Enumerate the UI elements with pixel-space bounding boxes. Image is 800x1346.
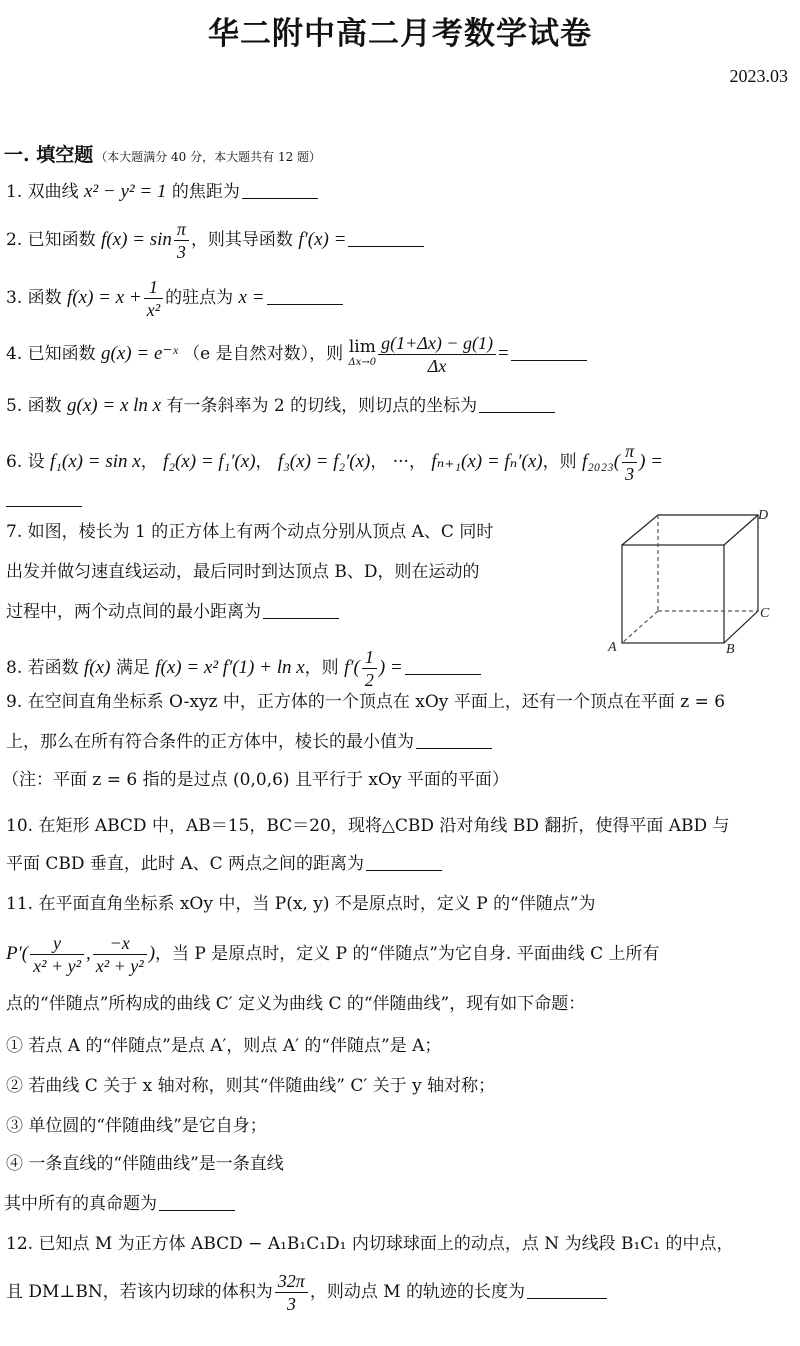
q6-math-6: ) = [639, 451, 663, 472]
q4-lim: lim [348, 336, 376, 357]
cube-figure [600, 505, 780, 665]
q8-math-4: ) = [378, 657, 403, 678]
q5-text: 5. 函数 [6, 396, 62, 416]
q11-num-2: −x [93, 932, 147, 955]
q3-math-rhs: x = [238, 287, 265, 308]
q8-text-mid: 满足 [115, 658, 150, 678]
answer-blank-12[interactable] [527, 1280, 607, 1299]
q10-text: 平面 CBD 垂直，此时 A、C 两点之间的距离为 [6, 854, 365, 874]
answer-blank-3[interactable] [267, 286, 343, 305]
q11-num-1: y [30, 932, 84, 955]
q3-num: 1 [144, 276, 163, 299]
answer-blank-1[interactable] [242, 180, 318, 199]
answer-blank-11[interactable] [159, 1192, 235, 1211]
question-3 [6, 276, 343, 321]
answer-blank-9[interactable] [416, 730, 492, 749]
question-4 [6, 332, 587, 377]
q11-p: P′( [6, 943, 29, 964]
answer-blank-6[interactable] [6, 488, 82, 507]
question-11-statement-1: ① 若点 A 的“伴随点”是点 A′，则点 A′ 的“伴随点”是 A； [6, 1036, 442, 1056]
q12-text-post: ，则动点 M 的轨迹的长度为 [309, 1282, 526, 1302]
label-c: C [760, 606, 770, 621]
question-9-line-1: 9. 在空间直角坐标系 O-xyz 中，正方体的一个顶点在 xOy 平面上，还有一个顶点在平面 z = 6 [6, 692, 726, 712]
section-title: 一. 填空题 [4, 144, 94, 166]
question-8 [6, 646, 481, 691]
question-6-blank-line [4, 488, 82, 512]
q6-fraction [622, 440, 637, 485]
section-note: （本大题满分 40 分，本大题共有 12 题） [95, 150, 322, 164]
q12-den: 3 [286, 1294, 296, 1314]
q4-num: g(1+Δx) − g(1) [378, 332, 496, 355]
label-b: B [726, 642, 735, 657]
q6-math-2: f₂(x) = f₁′(x) [163, 451, 256, 472]
question-10-line-1: 10. 在矩形 ABCD 中，AB＝15，BC＝20，现将△CBD 沿对角线 BD 翻折，使得平面 ABD 与 [6, 816, 730, 836]
q6-num: π [622, 440, 637, 463]
q2-den: 3 [176, 242, 186, 262]
q8-math-3: f′( [344, 657, 360, 678]
q2-math-rhs: f′(x) = [298, 229, 347, 250]
question-11-line-3: 点的“伴随点”所构成的曲线 C′ 定义为曲线 C 的“伴随曲线”，现有如下命题： [6, 994, 586, 1014]
exam-date: 2023.03 [729, 66, 788, 86]
question-7-line-3 [6, 600, 339, 624]
question-2 [6, 218, 424, 263]
q7-text: 过程中，两个动点间的最小距离为 [6, 602, 261, 622]
exam-title: 华二附中高二月考数学试卷 [208, 16, 592, 52]
q11-fraction-1 [30, 932, 84, 977]
q3-text: 3. 函数 [6, 288, 62, 308]
q4-den: Δx [427, 356, 447, 376]
question-12-line-2 [6, 1270, 607, 1315]
answer-blank-4[interactable] [511, 342, 587, 361]
q6-math-4: fₙ₊₁(x) = fₙ′(x) [431, 451, 543, 472]
q3-den: x² [146, 300, 161, 320]
q4-fraction [378, 332, 496, 377]
answer-blank-5[interactable] [479, 394, 555, 413]
q6-math-1: f₁(x) = sin x [50, 451, 141, 472]
answer-blank-2[interactable] [348, 228, 424, 247]
q2-math: f(x) = sin [101, 229, 172, 250]
q4-text: 4. 已知函数 [6, 344, 96, 364]
q4-lim-sub: Δx→0 [348, 356, 377, 368]
q8-fraction [362, 646, 377, 691]
q3-fraction [144, 276, 163, 321]
q5-text-post: 有一条斜率为 2 的切线，则切点的坐标为 [166, 396, 478, 416]
cube-front-face [622, 545, 724, 643]
q6-text: 6. 设 [6, 452, 45, 472]
cube-hidden-edges [622, 515, 758, 643]
section-heading [4, 140, 321, 167]
question-12-line-1: 12. 已知点 M 为正方体 ABCD − A₁B₁C₁D₁ 内切球球面上的动点，点 N 为线段 B₁C₁ 的中点， [6, 1234, 734, 1254]
q6-then: ，则 [542, 452, 577, 472]
q4-text-mid: （e 是自然对数），则 [183, 344, 344, 364]
q2-num: π [174, 218, 189, 241]
q1-math: x² − y² = 1 [84, 181, 167, 202]
q11-text-tail: ，当 P 是原点时，定义 P 的“伴随点”为它自身. 平面曲线 C 上所有 [155, 944, 660, 964]
label-a: A [608, 640, 617, 655]
q8-text: 8. 若函数 [6, 658, 79, 678]
q11-comma: , [86, 943, 91, 964]
q12-text: 且 DM⊥BN，若该内切球的体积为 [6, 1282, 273, 1302]
q2-fraction [174, 218, 189, 263]
q8-num: 1 [362, 646, 377, 669]
cube-back-edges [622, 515, 758, 643]
q11-fraction-2 [93, 932, 147, 977]
answer-blank-8[interactable] [405, 656, 481, 675]
q8-then: ，则 [304, 658, 339, 678]
q8-math-1: f(x) [84, 657, 111, 678]
answer-blank-7[interactable] [263, 600, 339, 619]
question-11-statement-3: ③ 单位圆的“伴随曲线”是它自身； [6, 1116, 267, 1136]
q4-limit [348, 336, 377, 371]
question-10-line-2 [6, 852, 442, 876]
cube-top-right-edge [724, 515, 758, 545]
question-7-line-2: 出发并做匀速直线运动，最后同时到达顶点 B、D，则在运动的 [6, 562, 480, 582]
q5-math: g(x) = x ln x [67, 395, 162, 416]
q11-den-2: x² + y² [95, 956, 144, 976]
question-11-statement-2: ② 若曲线 C 关于 x 轴对称，则其“伴随曲线” C′ 关于 y 轴对称； [6, 1076, 496, 1096]
q11-den-1: x² + y² [33, 956, 82, 976]
answer-blank-10[interactable] [366, 852, 442, 871]
question-7-line-1: 7. 如图，棱长为 1 的正方体上有两个动点分别从顶点 A、C 同时 [6, 522, 494, 542]
q4-math: g(x) = e⁻ˣ [101, 343, 178, 364]
q12-fraction [275, 1270, 308, 1315]
question-9-note: （注：平面 z = 6 指的是过点 (0,0,6) 且平行于 xOy 平面的平面） [2, 770, 509, 790]
q1-text: 1. 双曲线 [6, 182, 79, 202]
q6-math-3: f₃(x) = f₂′(x) [277, 451, 371, 472]
q3-text-post: 的驻点为 [165, 288, 234, 308]
q2-text: 2. 已知函数 [6, 230, 96, 250]
question-1 [6, 180, 318, 204]
label-d: D [758, 508, 769, 523]
question-11-statement-4: ④ 一条直线的“伴随曲线”是一条直线 [6, 1154, 284, 1174]
q4-eq: = [497, 343, 509, 364]
q6-math-5: f₂₀₂₃( [582, 451, 621, 472]
q2-text-mid: ，则其导函数 [190, 230, 293, 250]
q3-math: f(x) = x + [67, 287, 142, 308]
q1-text-post: 的焦距为 [171, 182, 240, 202]
q8-math-2: f(x) = x² f′(1) + ln x [155, 657, 305, 678]
question-11-ask [4, 1192, 235, 1216]
q12-num: 32π [275, 1270, 308, 1293]
q6-dots: ··· [392, 452, 409, 472]
question-9-line-2 [6, 730, 492, 754]
q6-den: 3 [625, 464, 635, 484]
question-5 [6, 394, 555, 418]
q11-ask-text: 其中所有的真命题为 [4, 1194, 157, 1214]
question-11-line-2 [6, 932, 660, 977]
q9-text: 上，那么在所有符合条件的正方体中，棱长的最小值为 [6, 732, 414, 752]
question-11-line-1: 11. 在平面直角坐标系 xOy 中，当 P(x, y) 不是原点时，定义 P 的“伴随点”为 [6, 894, 596, 914]
q11-close: ) [148, 943, 156, 964]
question-6: 6. 设 f₁(x) = sin x， f₂(x) = f₁′(x)， f₃(x) = f₂′(x)， ···， fₙ₊₁(x) = fₙ′(x)，则 f₂₀₂₃( $\frac{\pi}{3}$ ) = [6, 441, 663, 484]
q8-den: 2 [364, 670, 374, 690]
